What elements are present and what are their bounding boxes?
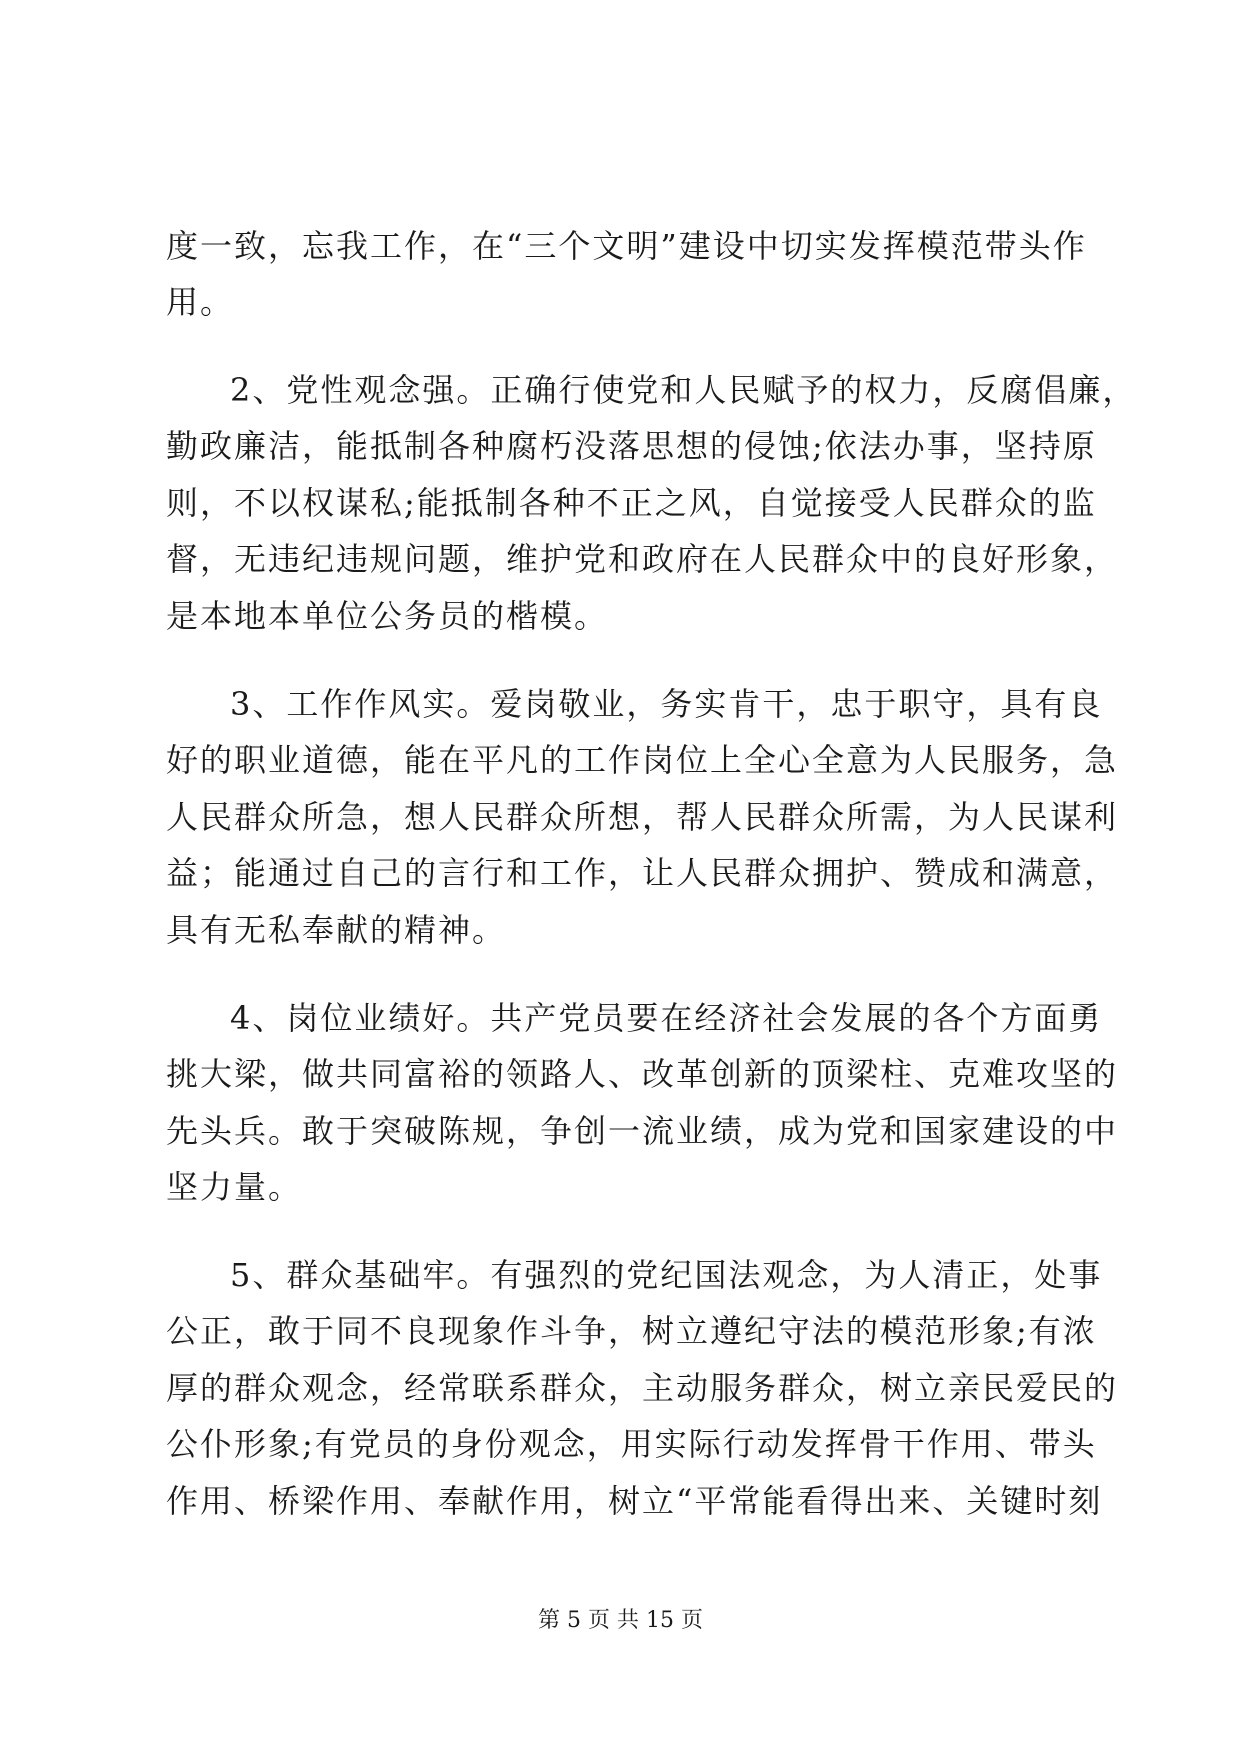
text-line: 用。 — [166, 283, 235, 321]
paragraph-first-line: 5、群众基础牢。有强烈的党纪国法观念，为人清正，处事 — [230, 1256, 1103, 1294]
text-line: 公正，敢于同不良现象作斗争，树立遵纪守法的模范形象;有浓 — [166, 1312, 1097, 1350]
text-line: 则，不以权谋私;能抵制各种不正之风，自觉接受人民群众的监 — [166, 484, 1097, 522]
page-number-footer: 第 5 页 共 15 页 — [538, 1608, 703, 1633]
text-line: 作用、桥梁作用、奉献作用，树立“平常能看得出来、关键时刻 — [166, 1482, 1103, 1520]
paragraph-first-line: 3、工作作风实。爱岗敬业，务实肯干，忠于职守，具有良 — [230, 685, 1103, 723]
text-line: 好的职业道德，能在平凡的工作岗位上全心全意为人民服务，急 — [166, 741, 1119, 779]
text-line: 是本地本单位公务员的楷模。 — [166, 597, 609, 635]
text-line: 厚的群众观念，经常联系群众，主动服务群众，树立亲民爱民的 — [166, 1369, 1119, 1407]
text-line: 人民群众所急，想人民群众所想，帮人民群众所需，为人民谋利 — [166, 798, 1119, 836]
text-line: 先头兵。敢于突破陈规，争创一流业绩，成为党和国家建设的中 — [166, 1112, 1119, 1150]
text-line: 坚力量。 — [166, 1168, 303, 1206]
paragraph-first-line: 2、党性观念强。正确行使党和人民赋予的权力，反腐倡廉， — [230, 371, 1137, 409]
text-line: 具有无私奉献的精神。 — [166, 911, 507, 949]
text-line: 挑大梁，做共同富裕的领路人、改革创新的顶梁柱、克难攻坚的 — [166, 1055, 1119, 1093]
text-line: 益；能通过自己的言行和工作，让人民群众拥护、赞成和满意， — [166, 854, 1119, 892]
text-line: 公仆形象;有党员的身份观念，用实际行动发挥骨干作用、带头 — [166, 1425, 1097, 1463]
paragraph-first-line: 4、岗位业绩好。共产党员要在经济社会发展的各个方面勇 — [230, 999, 1103, 1037]
text-line: 督，无违纪违规问题，维护党和政府在人民群众中的良好形象， — [166, 540, 1119, 578]
text-line: 勤政廉洁，能抵制各种腐朽没落思想的侵蚀;依法办事，坚持原 — [166, 427, 1097, 465]
text-line: 度一致，忘我工作，在“三个文明”建设中切实发挥模范带头作 — [166, 227, 1087, 265]
